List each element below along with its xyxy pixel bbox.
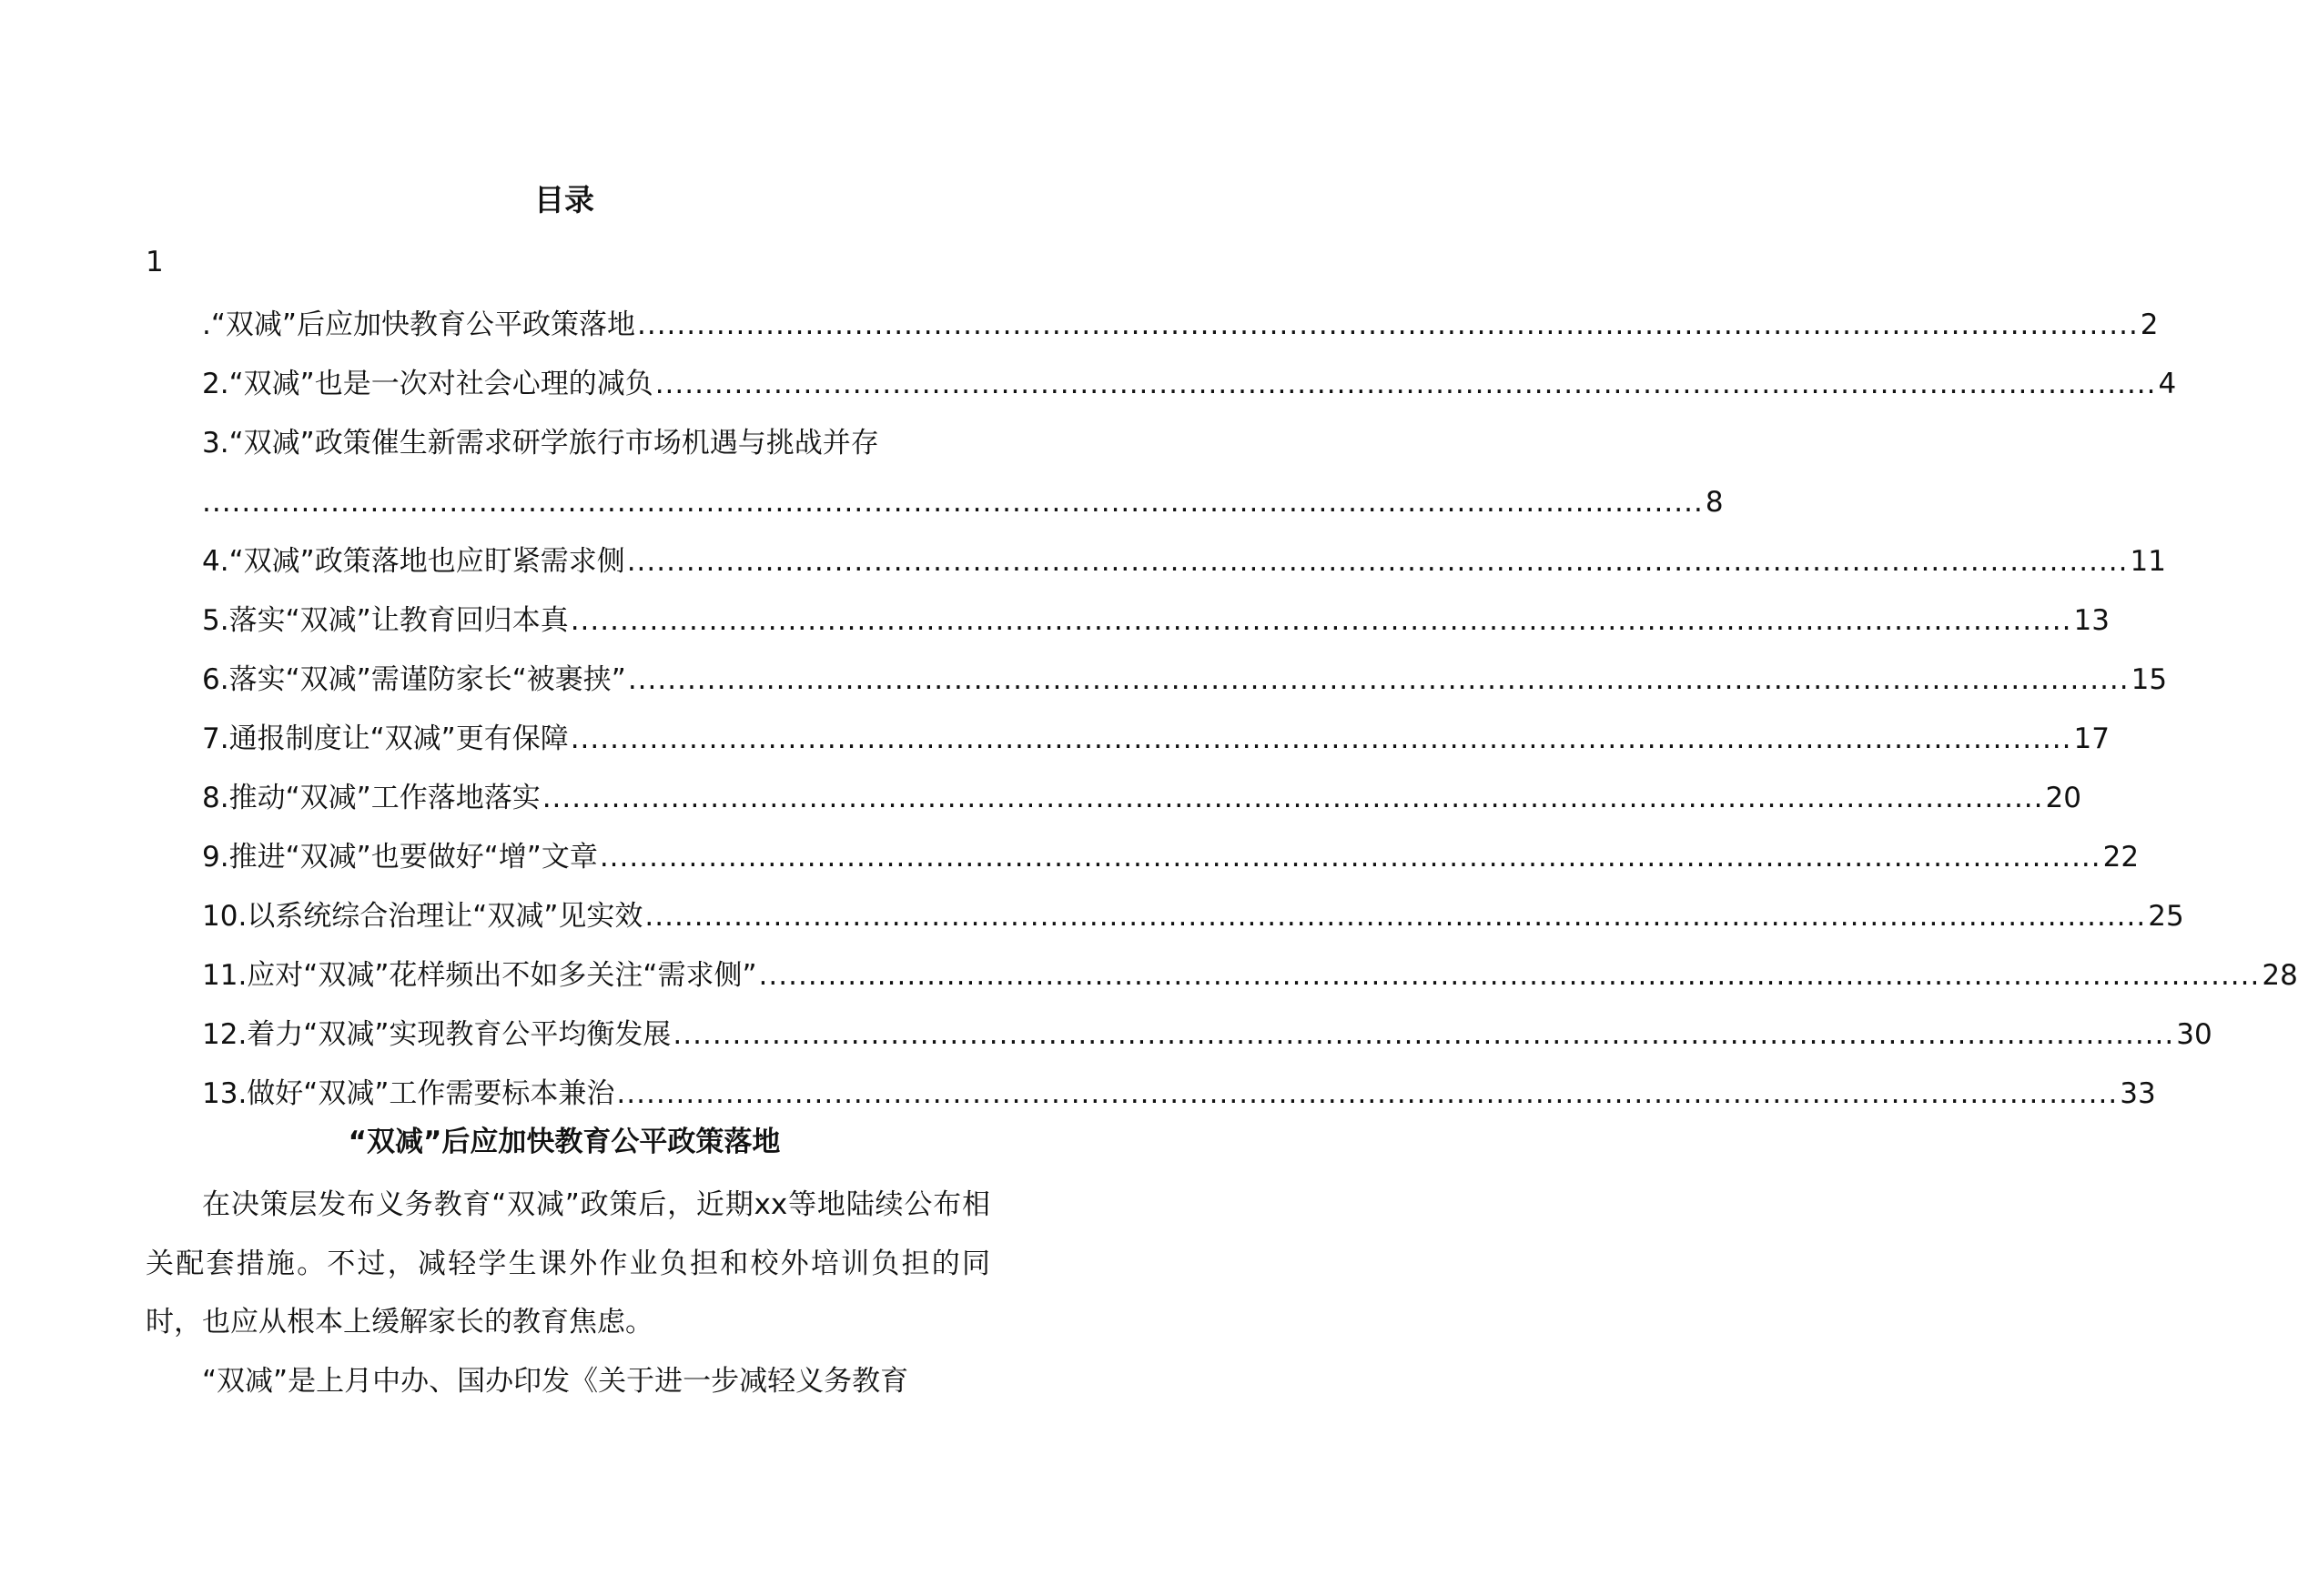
toc-entry[interactable]	[202, 894, 2184, 954]
toc-entry-label: .“双减”后应加快教育公平政策落地	[202, 308, 635, 341]
toc-leader-dots: ........................................................................................................................................................	[570, 722, 2072, 755]
toc-entry[interactable]	[202, 776, 2081, 835]
toc-entry-page: 20	[2045, 782, 2081, 814]
toc-entry-label: 8.推动“双减”工作落地落实	[202, 782, 541, 814]
toc-entry-page: 4	[2158, 368, 2177, 400]
toc-entry-label: 7.通报制度让“双减”更有保障	[202, 722, 569, 755]
toc-entry[interactable]	[202, 658, 2168, 717]
toc-leader-dots: ........................................................................................................................................................	[202, 486, 1704, 519]
toc-leader-dots: ........................................................................................................................................................	[599, 841, 2101, 874]
toc-entry[interactable]	[202, 362, 2177, 421]
toc-leader-dots: ........................................................................................................................................................	[636, 308, 2139, 341]
toc-entry[interactable]	[202, 835, 2140, 894]
toc-entry[interactable]	[202, 303, 2159, 362]
toc-entry-page: 2	[2140, 308, 2159, 341]
toc-entry-page: 17	[2073, 722, 2110, 755]
toc-entry-label: 13.做好“双减”工作需要标本兼治	[202, 1077, 615, 1110]
toc-entry-page: 30	[2176, 1018, 2212, 1051]
toc-entry-page: 22	[2102, 841, 2140, 874]
toc-entry-page: 33	[2120, 1077, 2156, 1110]
toc-entry[interactable]	[202, 421, 1724, 540]
toc-entry-page: 8	[1705, 486, 1724, 519]
toc-entry-label: 2.“双减”也是一次对社会心理的减负	[202, 368, 653, 400]
toc-entry-page: 15	[2131, 663, 2168, 696]
toc-entry[interactable]	[202, 1013, 2212, 1072]
toc-entry-label: 9.推进“双减”也要做好“增”文章	[202, 841, 598, 874]
toc-entry[interactable]	[202, 599, 2110, 658]
toc-leading-number: 1	[146, 246, 164, 278]
toc-leader-dots: ........................................................................................................................................................	[654, 368, 2157, 400]
toc-entry-leader-line	[202, 480, 1724, 540]
toc-entry-label: 3.“双减”政策催生新需求研学旅行市场机遇与挑战并存	[202, 427, 879, 460]
toc-leader-dots: ........................................................................................................................................................	[673, 1018, 2175, 1051]
toc-entry-label: 12.着力“双减”实现教育公平均衡发展	[202, 1018, 672, 1051]
article-heading: “双减”后应加快教育公平政策落地	[348, 1126, 781, 1158]
toc-leader-dots: ........................................................................................................................................................	[627, 663, 2130, 696]
toc-entry-page: 13	[2073, 604, 2110, 637]
toc-entry-label: 10.以系统综合治理让“双减”见实效	[202, 900, 643, 933]
toc-title: 目录	[534, 182, 594, 217]
toc-entry-page: 28	[2262, 959, 2298, 992]
toc-entry[interactable]	[202, 717, 2110, 776]
article-paragraph: 在决策层发布义务教育“双减”政策后，近期xx等地陆续公布相关配套措施。不过，减轻学生课外作业负担和校外培训负担的同时，也应从根本上缓解家长的教育焦虑。	[146, 1188, 990, 1338]
toc-entry-label: 11.应对“双减”花样频出不如多关注“需求侧”	[202, 959, 757, 992]
toc-leader-dots: ........................................................................................................................................................	[626, 545, 2129, 578]
toc-leader-dots: ........................................................................................................................................................	[570, 604, 2072, 637]
toc-leader-dots: ........................................................................................................................................................	[644, 900, 2147, 933]
toc-entry[interactable]	[202, 540, 2166, 599]
toc-leader-dots: ........................................................................................................................................................	[758, 959, 2261, 992]
toc-entry[interactable]	[202, 954, 2298, 1013]
toc-leader-dots: ........................................................................................................................................................	[542, 782, 2044, 814]
toc-entry-page: 11	[2130, 545, 2166, 578]
toc-leader-dots: ........................................................................................................................................................	[616, 1077, 2119, 1110]
toc-entry-label: 5.落实“双减”让教育回归本真	[202, 604, 569, 637]
toc-list	[202, 303, 2298, 1131]
toc-entry-label: 6.落实“双减”需谨防家长“被裹挟”	[202, 663, 626, 696]
toc-entry-page: 25	[2148, 900, 2184, 933]
article-paragraph: “双减”是上月中办、国办印发《关于进一步减轻义务教育	[202, 1365, 909, 1398]
toc-entry-label: 4.“双减”政策落地也应盯紧需求侧	[202, 545, 625, 578]
